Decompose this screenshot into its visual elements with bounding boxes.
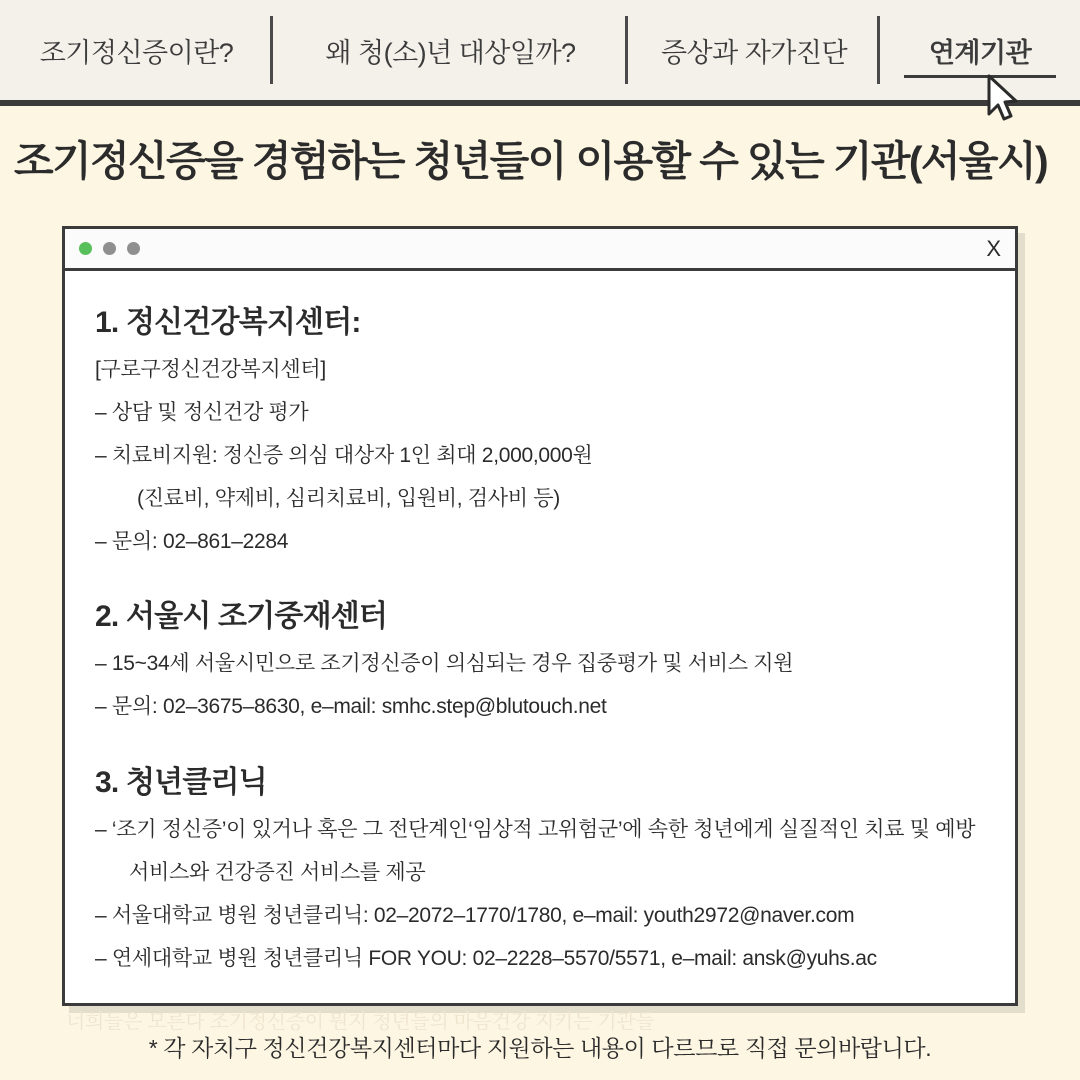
tab-label: 증상과 자가진단 — [660, 37, 848, 68]
section3-line-4: – 연세대학교 병원 청년클리닉 FOR YOU: 02–2228–5570/5571, e–mail: ansk@yuhs.ac — [95, 946, 877, 970]
section1-line-1: [구로구정신건강복지센터] — [95, 358, 326, 381]
tab-label: 왜 청(소)년 대상일까? — [325, 37, 576, 68]
section-title-mental-health-center: 1. 정신건강복지센터: — [95, 306, 361, 339]
window-titlebar — [65, 229, 1015, 271]
section3-line-1: – ‘조기 정신증’이 있거나 혹은 그 전단계인‘임상적 고위험군’에 속한 청년에게 실질적인 치료 및 예방 — [95, 818, 976, 842]
section3-line-2: 서비스와 건강증진 서비스를 제공 — [129, 861, 426, 884]
section3-line-3: – 서울대학교 병원 청년클리닉: 02–2072–1770/1780, e–mail: youth2972@naver.com — [95, 903, 855, 927]
window-body — [65, 271, 1015, 999]
section2-line-1: – 15~34세 서울시민으로 조기정신증이 의심되는 경우 집중평가 및 서비스 지원 — [95, 652, 794, 676]
section1-line-2: – 상담 및 정신건강 평가 — [95, 400, 309, 424]
page-title: 조기정신증을 경험하는 청년들이 이용할 수 있는 기관(서울시) — [14, 138, 1048, 184]
section-title-youth-clinic: 3. 청년클리닉 — [95, 766, 267, 800]
window-dot-grey-icon[interactable] — [127, 242, 140, 255]
tab-label: 연계기관 — [928, 37, 1032, 68]
section1-line-5: – 문의: 02–861–2284 — [95, 529, 289, 553]
window-dot-grey-icon[interactable] — [103, 242, 116, 255]
section-title-early-intervention-center: 2. 서울시 조기중재센터 — [95, 600, 388, 634]
section1-line-4: (진료비, 약제비, 심리치료비, 입원비, 검사비 등) — [137, 486, 560, 510]
section1-line-3: – 치료비지원: 정신증 의심 대상자 1인 최대 2,000,000원 — [95, 443, 593, 467]
close-icon[interactable]: X — [986, 235, 1001, 261]
tab-linked-institutions[interactable] — [880, 0, 1080, 100]
background-watermark-text: 너희들은 모른다 조기정신증이 뭔지 청년들의 마음건강 지키는 기관들 — [66, 1011, 655, 1033]
window-traffic-lights — [79, 242, 140, 255]
tab-label: 조기정신증이란? — [39, 37, 234, 68]
footnote-text: * 각 자치구 정신건강복지센터마다 지원하는 내용이 다르므로 직접 문의바랍니다. — [148, 1035, 932, 1061]
tab-active-underline — [904, 75, 1056, 78]
content-window — [62, 226, 1018, 1006]
window-dot-green-icon[interactable] — [79, 242, 92, 255]
tab-symptoms-selfcheck[interactable] — [628, 0, 880, 100]
tab-why-youth[interactable] — [273, 0, 628, 100]
section2-line-2: – 문의: 02–3675–8630, e–mail: smhc.step@blutouch.net — [95, 695, 607, 719]
tab-what-is-early-psychosis[interactable] — [0, 0, 273, 100]
tab-bar — [0, 0, 1080, 106]
